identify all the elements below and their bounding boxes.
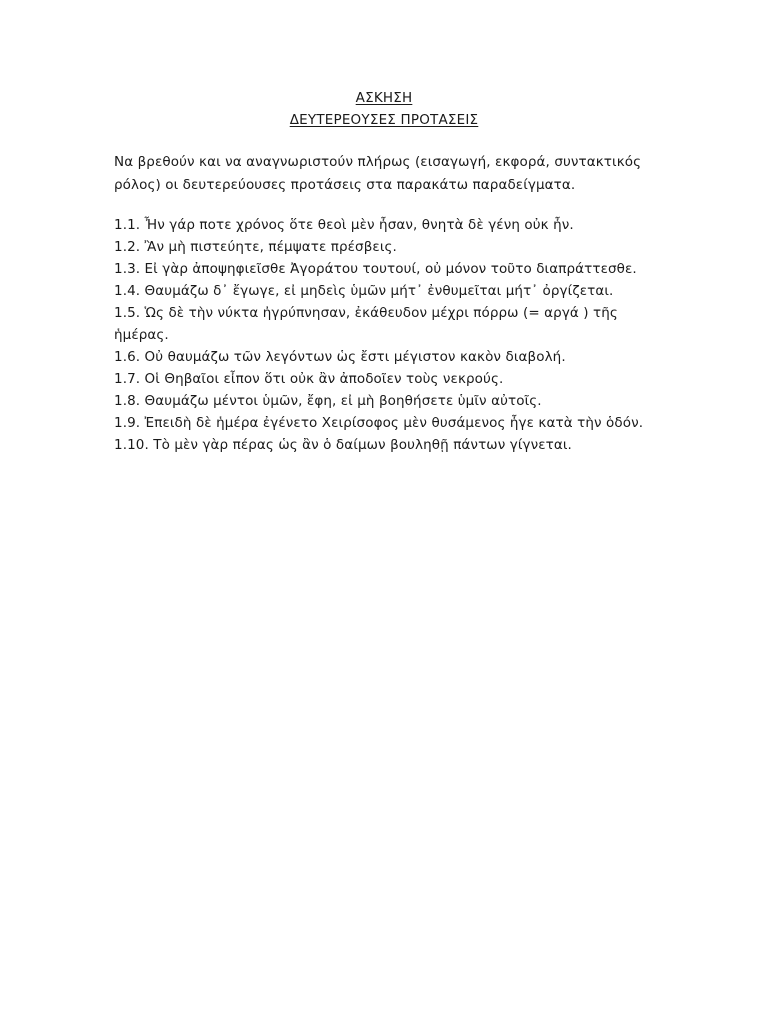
list-item: 1.5. Ὡς δὲ τὴν νύκτα ἠγρύπνησαν, ἐκάθευδον μέχρι πόρρω (= αργά ) τῆς ἡμέρας. [114, 305, 618, 343]
list-item: 1.8. Θαυμάζω μέντοι ὑμῶν, ἔφη, εἰ μὴ βοηθήσετε ὑμῖν αὐτοῖς. [114, 393, 542, 409]
list-item: 1.6. Οὐ θαυμάζω τῶν λεγόντων ὡς ἔστι μέγιστον κακὸν διαβολή. [114, 349, 566, 365]
list-item: 1.2. Ἂν μὴ πιστεύητε, πέμψατε πρέσβεις. [114, 239, 397, 255]
examples-list [114, 214, 654, 456]
instructions-paragraph: Να βρεθούν και να αναγνωριστούν πλήρως (εισαγωγή, εκφορά, συντακτικός ρόλος) οι δευτερεύουσες προτάσεις στα παρακάτω παραδείγματα. [114, 154, 642, 193]
list-item: 1.3. Εἰ γὰρ ἀποψηφιεῖσθε Ἀγοράτου τουτουί, οὐ μόνον τοῦτο διαπράττεσθε. [114, 261, 637, 277]
page-title: ΑΣΚΗΣΗ [355, 90, 413, 106]
page-subtitle: ΔΕΥΤΕΡΕΟΥΣΕΣ ΠΡΟΤΑΣΕΙΣ [289, 112, 479, 128]
list-item: 1.9. Ἐπειδὴ δὲ ἡμέρα ἐγένετο Χειρίσοφος μὲν θυσάμενος ἦγε κατὰ τὴν ὁδόν. [114, 415, 644, 431]
list-item: 1.10. Τὸ μὲν γὰρ πέρας ὡς ἂν ὁ δαίμων βουληθῇ πάντων γίγνεται. [114, 437, 572, 453]
list-item: 1.1. Ἦν γάρ ποτε χρόνος ὅτε θεοὶ μὲν ἦσαν, θνητὰ δὲ γένη οὐκ ἦν. [114, 217, 574, 233]
list-item: 1.7. Οἱ Θηβαῖοι εἶπον ὅτι οὐκ ἂν ἀποδοῖεν τοὺς νεκρούς. [114, 371, 504, 387]
list-item: 1.4. Θαυμάζω δ᾽ ἔγωγε, εἰ μηδεὶς ὑμῶν μήτ᾽ ἐνθυμεῖται μήτ᾽ ὀργίζεται. [114, 283, 614, 299]
